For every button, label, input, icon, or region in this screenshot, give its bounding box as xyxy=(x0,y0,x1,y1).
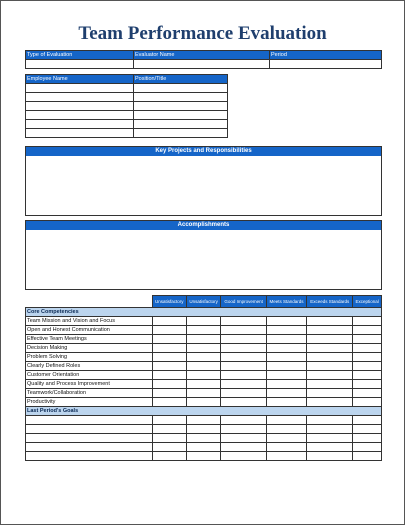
rating-cell[interactable] xyxy=(186,317,220,326)
competency-row xyxy=(26,380,382,389)
rating-cell[interactable] xyxy=(353,353,382,362)
ratings-corner xyxy=(26,296,153,308)
rating-cell[interactable] xyxy=(307,335,353,344)
rating-cell[interactable] xyxy=(307,434,353,443)
position-title-cell[interactable] xyxy=(134,84,228,93)
key-projects-section xyxy=(25,146,382,216)
competency-row-label: Customer Orientation xyxy=(26,371,153,380)
rating-cell[interactable] xyxy=(353,380,382,389)
rating-cell[interactable] xyxy=(186,389,220,398)
rating-cell[interactable] xyxy=(266,452,306,461)
rating-cell[interactable] xyxy=(307,398,353,407)
position-title-cell[interactable] xyxy=(134,129,228,138)
rating-cell[interactable] xyxy=(221,326,266,335)
rating-cell[interactable] xyxy=(353,416,382,425)
rating-cell[interactable] xyxy=(266,353,306,362)
competency-row-label: Quality and Process Improvement xyxy=(26,380,153,389)
employee-name-cell[interactable] xyxy=(26,129,134,138)
position-title-cell[interactable] xyxy=(134,111,228,120)
rating-cell[interactable] xyxy=(221,380,266,389)
key-projects-header: Key Projects and Responsibilities xyxy=(26,147,381,156)
rating-cell[interactable] xyxy=(221,452,266,461)
rating-cell[interactable] xyxy=(152,371,186,380)
employee-table xyxy=(25,74,228,138)
rating-cell[interactable] xyxy=(307,452,353,461)
competency-row-label: Open and Honest Communication xyxy=(26,326,153,335)
evaluation-info-table xyxy=(25,50,382,69)
employee-name-cell[interactable] xyxy=(26,111,134,120)
rating-cell[interactable] xyxy=(307,326,353,335)
employee-name-cell[interactable] xyxy=(26,84,134,93)
rating-cell[interactable] xyxy=(353,443,382,452)
competency-row xyxy=(26,398,382,407)
rating-cell[interactable] xyxy=(266,443,306,452)
rating-cell[interactable] xyxy=(307,380,353,389)
position-title-header: Position/Title xyxy=(134,75,228,84)
rating-cell[interactable] xyxy=(221,398,266,407)
rating-cell[interactable] xyxy=(266,371,306,380)
page-title: Team Performance Evaluation xyxy=(78,23,327,44)
rating-cell[interactable] xyxy=(221,335,266,344)
employee-name-cell[interactable] xyxy=(26,102,134,111)
type-of-evaluation-field[interactable] xyxy=(26,60,134,69)
rating-cell[interactable] xyxy=(221,344,266,353)
employee-row xyxy=(26,84,228,93)
rating-cell[interactable] xyxy=(353,398,382,407)
competency-row-label: Decision Making xyxy=(26,344,153,353)
competency-row-label: Problem Solving xyxy=(26,353,153,362)
position-title-cell[interactable] xyxy=(134,102,228,111)
employee-row xyxy=(26,120,228,129)
rating-cell[interactable] xyxy=(353,389,382,398)
rating-cell[interactable] xyxy=(152,362,186,371)
rating-cell[interactable] xyxy=(221,443,266,452)
rating-cell[interactable] xyxy=(307,362,353,371)
employee-row xyxy=(26,93,228,102)
rating-cell[interactable] xyxy=(353,371,382,380)
competency-row xyxy=(26,389,382,398)
rating-cell[interactable] xyxy=(186,344,220,353)
employee-row xyxy=(26,129,228,138)
last-period-goals-header-label: Last Period's Goals xyxy=(26,407,382,416)
rating-cell[interactable] xyxy=(266,317,306,326)
goal-row xyxy=(26,443,382,452)
employee-name-cell[interactable] xyxy=(26,120,134,129)
competency-row xyxy=(26,353,382,362)
rating-cell[interactable] xyxy=(307,425,353,434)
rating-cell[interactable] xyxy=(266,425,306,434)
rating-cell[interactable] xyxy=(307,344,353,353)
rating-column-header: Exceeds Standards xyxy=(307,296,353,308)
accomplishments-header: Accomplishments xyxy=(26,221,381,230)
competency-row xyxy=(26,362,382,371)
rating-cell[interactable] xyxy=(353,335,382,344)
type-of-evaluation-label: Type of Evaluation xyxy=(26,51,134,60)
rating-cell[interactable] xyxy=(186,398,220,407)
rating-cell[interactable] xyxy=(186,416,220,425)
core-competencies-header xyxy=(26,308,382,317)
accomplishments-section xyxy=(25,220,382,290)
goal-row xyxy=(26,434,382,443)
evaluator-name-field[interactable] xyxy=(134,60,270,69)
rating-column-header: Exceptional xyxy=(353,296,382,308)
accomplishments-field[interactable] xyxy=(26,230,381,289)
goal-row-label[interactable] xyxy=(26,434,153,443)
last-period-goals-header xyxy=(26,407,382,416)
competency-row xyxy=(26,317,382,326)
rating-cell[interactable] xyxy=(152,326,186,335)
rating-cell[interactable] xyxy=(221,425,266,434)
rating-cell[interactable] xyxy=(307,353,353,362)
period-label: Period xyxy=(270,51,382,60)
rating-cell[interactable] xyxy=(221,371,266,380)
rating-cell[interactable] xyxy=(152,380,186,389)
rating-cell[interactable] xyxy=(152,452,186,461)
rating-cell[interactable] xyxy=(221,317,266,326)
position-title-cell[interactable] xyxy=(134,93,228,102)
rating-cell[interactable] xyxy=(353,326,382,335)
rating-cell[interactable] xyxy=(186,362,220,371)
rating-cell[interactable] xyxy=(353,362,382,371)
rating-cell[interactable] xyxy=(152,416,186,425)
rating-cell[interactable] xyxy=(186,353,220,362)
competency-row-label: Productivity xyxy=(26,398,153,407)
rating-cell[interactable] xyxy=(353,452,382,461)
rating-cell[interactable] xyxy=(266,416,306,425)
rating-cell[interactable] xyxy=(221,362,266,371)
rating-column-header: Unsatisfactory xyxy=(186,296,220,308)
rating-cell[interactable] xyxy=(307,416,353,425)
rating-cell[interactable] xyxy=(152,335,186,344)
goal-row xyxy=(26,425,382,434)
period-field[interactable] xyxy=(270,60,382,69)
rating-cell[interactable] xyxy=(221,389,266,398)
employee-name-cell[interactable] xyxy=(26,93,134,102)
rating-cell[interactable] xyxy=(353,344,382,353)
rating-cell[interactable] xyxy=(186,335,220,344)
rating-cell[interactable] xyxy=(266,344,306,353)
rating-cell[interactable] xyxy=(152,344,186,353)
competency-row xyxy=(26,326,382,335)
rating-cell[interactable] xyxy=(186,434,220,443)
competency-row xyxy=(26,371,382,380)
rating-column-header: Good Improvement xyxy=(221,296,266,308)
rating-cell[interactable] xyxy=(152,425,186,434)
rating-cell[interactable] xyxy=(307,389,353,398)
rating-cell[interactable] xyxy=(353,425,382,434)
rating-column-header: Meets Standards xyxy=(266,296,306,308)
rating-cell[interactable] xyxy=(266,335,306,344)
rating-cell[interactable] xyxy=(152,443,186,452)
rating-cell[interactable] xyxy=(266,398,306,407)
key-projects-field[interactable] xyxy=(26,156,381,215)
core-competencies-header-label: Core Competencies xyxy=(26,308,382,317)
goal-row-label[interactable] xyxy=(26,416,153,425)
rating-cell[interactable] xyxy=(186,452,220,461)
rating-cell[interactable] xyxy=(307,371,353,380)
rating-cell[interactable] xyxy=(266,326,306,335)
rating-cell[interactable] xyxy=(266,362,306,371)
competency-row-label: Team Mission and Vision and Focus xyxy=(26,317,153,326)
rating-cell[interactable] xyxy=(266,380,306,389)
rating-cell[interactable] xyxy=(186,443,220,452)
goal-row xyxy=(26,416,382,425)
position-title-cell[interactable] xyxy=(134,120,228,129)
rating-cell[interactable] xyxy=(307,443,353,452)
rating-cell[interactable] xyxy=(266,389,306,398)
goal-row-label[interactable] xyxy=(26,443,153,452)
employee-row xyxy=(26,102,228,111)
goal-row-label[interactable] xyxy=(26,425,153,434)
goal-row xyxy=(26,452,382,461)
rating-cell[interactable] xyxy=(186,380,220,389)
rating-cell[interactable] xyxy=(152,317,186,326)
rating-cell[interactable] xyxy=(221,353,266,362)
competency-row xyxy=(26,335,382,344)
rating-cell[interactable] xyxy=(353,434,382,443)
goal-row-label[interactable] xyxy=(26,452,153,461)
ratings-table xyxy=(25,295,382,461)
rating-cell[interactable] xyxy=(186,425,220,434)
rating-cell[interactable] xyxy=(186,326,220,335)
rating-cell[interactable] xyxy=(152,353,186,362)
competency-row xyxy=(26,344,382,353)
employee-name-header: Employee Name xyxy=(26,75,134,84)
competency-row-label: Effective Team Meetings xyxy=(26,335,153,344)
evaluator-name-label: Evaluator Name xyxy=(134,51,270,60)
employee-row xyxy=(26,111,228,120)
rating-cell[interactable] xyxy=(221,416,266,425)
rating-cell[interactable] xyxy=(152,389,186,398)
rating-cell[interactable] xyxy=(152,398,186,407)
competency-row-label: Teamwork/Collaboration xyxy=(26,389,153,398)
rating-cell[interactable] xyxy=(353,317,382,326)
rating-cell[interactable] xyxy=(266,434,306,443)
rating-cell[interactable] xyxy=(186,371,220,380)
rating-column-header: Unsatisfactory xyxy=(152,296,186,308)
rating-cell[interactable] xyxy=(152,434,186,443)
competency-row-label: Clearly Defined Roles xyxy=(26,362,153,371)
rating-cell[interactable] xyxy=(221,434,266,443)
rating-cell[interactable] xyxy=(307,317,353,326)
